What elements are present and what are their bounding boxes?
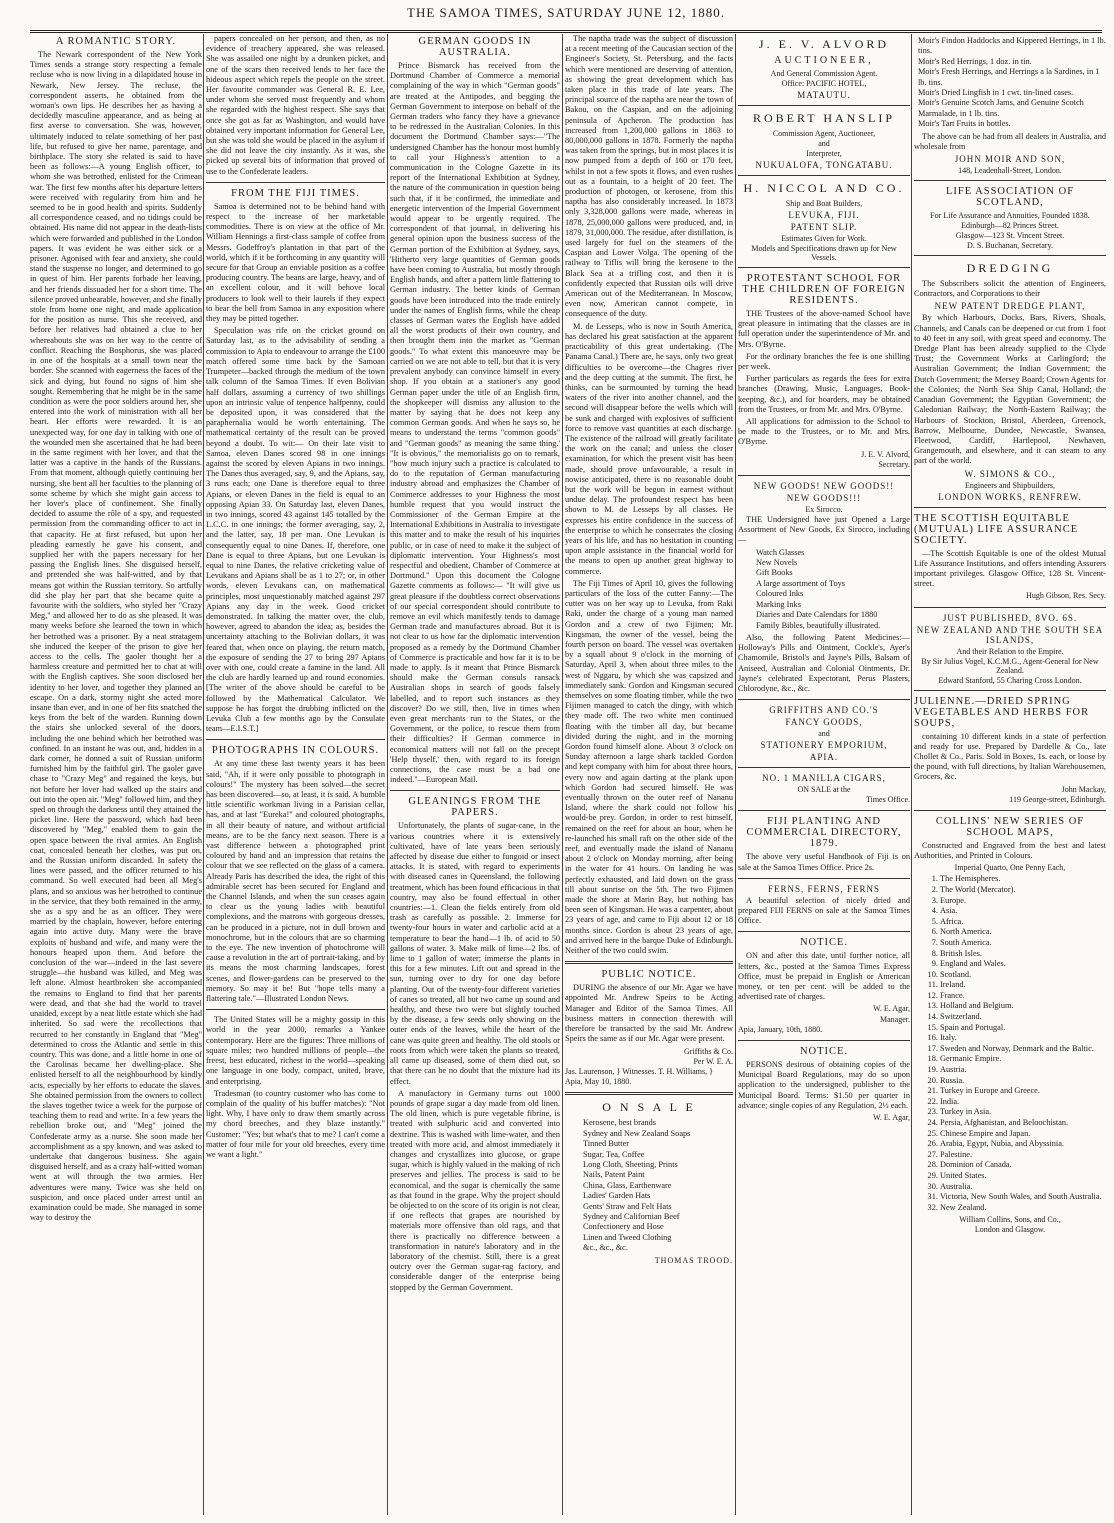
ad-paragraph: Also, the following Patent Medicines:—Holloway's Pills and Ointment, Cockle's, Ayer's Chamomile, Bristol's and Jayne's Pills, Balsam of Aniseed, Australian and Colonial Ointments, Dr. Jayne's celebrated Expectorant, Perus Plasters, Chlorodyne, &c., &c. — [738, 632, 910, 693]
ad-line: Engineers and Shipbuilders, — [965, 480, 1055, 490]
article-paragraph: Speculation was rife on the cricket ground on Saturday last, as to the advisability of sending a commission to Apia to endeavour to arrange the £100 match offered some time back by the Samoan Trumpeter—backed through the medium of the town talk column of the Samoa Times. If even Bolivian half dollars, assuming a currency of two shillings upon an intrinsic value of tenpence halfpenny, could be deposited upon, it was considered that the paraphernalia would be worth entertaining. The mathematical certainty of the result can be proved beyond a doubt. To wit:— On their late visit to Samoa, eleven Danes scored 98 in one innings against the scored by eleven Apians in two innings. The Danes thus averaged, say, 9, and the Apians, say, 3 runs each; one Dane is therefore equal to three Apians, or eleven Danes in the field is equal to an opposing Apian 33. On Saturday last, eleven Danes, in two innings, scored 43 against 145 totalled by the L.C.C. in one innings; the former averaging, say, 2, and the latter, say, 18 per man. One Levukan is consequently equal to nine Danes. If, therefore, one Dane is equal to three Apians, but one Levukan is equal to nine Danes, the relative cricketing value of Levukans and Apians shall be as 1 to 27; or, in other words, eleven Levukans can, on mathematical principles, most unquestionably matched against 297 Apians any day in the week. Good cricket demonstrated. In talking the matter over, the club, however, agreed to abandon the idea; as, besides the uncertainty attaching to the Bolivian dollars, it was feared that, when once on playing, the return match, the exposure of sending the 27 to bring 297 Apians over with one, could create a famine in the land. All the club are hardly learned up and round economies. [The writer of the above should be careful to be followed by the Mathematical Calculator. We suppose he has forgot the drubbing inflicted on the Levuka Club a few months ago by the Consulate team—E.I.S.T.] — [206, 326, 385, 734]
onsale-list — [565, 1118, 733, 1253]
ad-line: And General Commission Agent. — [770, 69, 878, 78]
article-paragraph: At any time these last twenty years it has been said, "Ah, if it were only possible to photograph in colours!" The mystery has been solved—the secret has been discovered—so, at least, it is said. A humble little scientific workman living in a Parisian cellar, has, and at last "Eureka!" and coloured photographs, in all their beauty of nature, and without artificial means, are to be the fancy next season. There is a vast difference between a photographed print coloured by hand and an impression that retains the colour that we see reflected on the glass of a camera. Already Paris has described the idea, the right of this admirable secret has been secured for England and the Channel Islands, and when the sun ceases again to clear us the young ladies with beautiful complexions, and the matrons with gorgeous dresses, can be produced in a picture, not in dull brown and monochrome, but in the colours that are so charming to the eye. The new invention of photochrome will cause a revolution in the art of portrait-taking, and by its means the most charming landscapes, forest scenes, and flower-gardens can be preserved to the memory. So may it be! But "hope tells many a flattering tale."—Illustrated London News. — [206, 759, 385, 1004]
ad-paragraph: By which Harbours, Docks, Bars, Rivers, Shoals, Channels, and Canals can be deepened or cut from 1 foot to 40 feet in any soil, with great speed and economy. The Dredge Plant has been already supplied to the Clyde Trust; the Government Works at Carlingford; the Australian Government; the Indian Government; the Dutch Government; the Mersey Board; Crown Agents for the Colonies; the North Sea Ship Canal, Holland; the Canadian Government; the Egyptian Government; the Caledonian Railway; the North-Eastern Railway; the Harbours of Stockton, Bristol, Aberdeen, Greenock, Barrow, Melbourne, Dundee, Newcastle, Swansea, Fleetwood, Cardiff, Hartlepool, Newhaven, Grangemouth, and elsewhere, and it can steam to any part of the world. — [914, 313, 1106, 466]
list-item: 3. Europe. — [940, 896, 1106, 907]
column-rule — [387, 34, 388, 1515]
list-item: 16. Italy. — [940, 1033, 1106, 1044]
ad-paragraph: For the ordinary branches the fee is one shilling per week. — [738, 351, 910, 372]
divider — [914, 255, 1106, 256]
masthead — [30, 4, 1102, 33]
ad-line: Estimates Given for Work. — [781, 234, 867, 243]
divider — [565, 961, 733, 964]
article-paragraph: Unfortunately, the plants of sugar-cane, in the various countries where it is extensively cultivated, have of late years been seriously affected by disease due either to fungoid or insect attacks. It is stated, with regard to experiments with diseased canes in Queensland, the following treatment, which has been found efficacious in that country, may also be found effectual in other countries:—1. Clean the fields entirely from old trash as carefully as possible. 2. Immerse for twenty-four hours in water and carbolic acid at a temperature to bear the hand—1 lb. of acid to 50 gallons of water. 3. Make milk of lime—2 lbs. of lime to 1 gallon of water; immerse the plants in this for a few minutes. Lift out and spread in the sun, turning over to dry for one day before planting. Out of the twenty-four different varieties of canes so treated, all but two came up sound and healthy, and these two were but slightly touched by the disease, a few seeds only showing on the outer ends of the leaves, while the heart of the cane was quite green and healthy. The old stools or roots from which were taken the plants so treated, all came up diseased, some of them died out, so that there can be no doubt that the mixture had its effect. — [390, 821, 560, 1086]
article-paragraph: M. de Lesseps, who is now in South America, has declared his great satisfaction at the apparent practicability of this great undertaking. (The Panama Canal.) There are, he says, only two great difficulties to be overcome—the Chagres river and the deep cutting at the summit. The first, he thinks, can be surmounted by turning the head waters of the river into another channel, and the second will disappear before the wells which will be sunk and charged with explosives of sufficient force to remove vast quantities at each discharge. The existence of the railroad will greatly facilitate the work on the canal; and unless the closer examination, for which the present visit has been made, should prove unfavourable, a result in nowise anticipated, there is no reasonable doubt but the work will be begun in earnest without undue delay. The profoundest respect has been shown to M. de Lesseps by all classes. He expresses his entire confidence in the success of the enterprise to which he consecrates the closing years of his life, and has no hesitation in counting upon ample assistance in the financial world for the means to open up another great highway to commerce. — [565, 321, 733, 576]
article-paragraph: Samoa is determined not to be behind hand with respect to the increase of her marketable commodities. There is on view at the office of Mr. William Hennings a first-class sample of coffee from Messrs. Godeffroy's plantation in that part of the world, which if it be forthcoming in any quantity will secure for that Group an enviable position as a coffee producing country. The beans are large, heavy, and of an excellent colour, and it will behove local producers to look well to their laurels if they expect to bear the bell from Samoa in any exposition where they may be pitted together. — [206, 201, 385, 324]
moir-list — [914, 36, 1106, 130]
ad-date: Apia, January, 10th, 1880. — [738, 1024, 823, 1034]
ad-line: MATAUTU. — [797, 90, 851, 100]
ad-line: Ex Sirocco. — [805, 505, 843, 515]
notice-witnesses: Jas. Laurenson, } Witnesses. T. H. Williams, } — [565, 1066, 713, 1076]
notice-signature: Griffiths & Co. — [684, 1046, 733, 1056]
list-item: 4. Asia. — [940, 906, 1106, 917]
list-item: A large assortment of Toys — [756, 578, 845, 588]
list-item: Confectionery and Hose — [583, 1222, 664, 1232]
ad-subheading: AUCTIONEER, — [774, 55, 874, 66]
article-paragraph: The Newark correspondent of the New York Times sends a strange story respecting a female recluse who is now living in a dilapidated house in Newark, New Jersey. The recluse, the correspondent asserts, he obtained from the woman's own lips. He describes her as having a decidedly masculine appearance, and as being at first averse to conversation. She was, however, ultimately induced to relate something of her past life, but refused to give her name, parentage, and birthplace. The story she related is said to have been as follows:—A young English officer, to whom she was betrothed, enlisted for the Crimean war. The first few months after his departure letters were received with regularity from him and he seemed to be in good health and spirits. Suddenly all correspondence ceased, and no tidings could be obtained. His name did not appear in the death-lists which were forwarded and published in the London papers. It was evident he was either sick or a prisoner. Agonised with fear and anxiety, she could stand the suspense no longer, and determined to go in quest of him. Her parents forbade her leaving, and her friends dissuaded her for a short time. The silence proved unbearable, however, and she finally stole from home one night, and made application for the position as nurse. This she received, and before her relatives had obtained a clue to her whereabouts she was on her way to the centre of conflict. Reaching the Bosphorus, she was placed in one of the hospitals at a small town near the border. She scanned with eagerness the faces of the sick and dying, but found no signs of him she sought. Remembering that he might be in the same condition as were the poor soldiers around her, she entered into the work of ministration with all her heart. Her efforts were rewarded. It is an unexpected way, for one day in talking with one of the wounded men she ascertained that he had been in the same regiment with her lover, and that the latter was a captive in the hands of the Russians. From that moment, although quietly continuing her nursing, she bent all her faculties to the planning of some scheme by which she might gain access to her lover's place of confinement. She finally decided to assume the rôle of a spy, and requested permission from the commanding officer to act in that capacity. He at first refused, but upon her pleading earnestly he gave his consent, and supplied her with the papers necessary for her passing the English lines. She disguised herself, and pretended she was half-witted, and by that means got within the Russian territory. So artfully did she play her part that she became quite a favourite with the soldiers, who styled her "Crazy Meg," and allowed her to do as she pleased. It was many weeks before she learned the town in which her betrothed was a prisoner. By a neat stratagem she induced the keeper of the prison to give her access to the cells. The gaoler thought her a harmless creature and permitted her to chat at will with the English captives. She soon disclosed her identity to her lover, and together they planned an escape. On a dark, stormy night she acted more insane than ever, and in one of her fits snatched the keys from the belt of the warden. Running down the stairs she unlocked several of the doors, including the one behind which her betrothed was confined. In an instant he was out, and, hidden in a dark corner, he donned a suit of Russian uniform furnished him by the faithful girl. The gaoler gave chase to "Crazy Meg" and regained the keys, but not before her lover had walked up the stairs and out into the open air. "Meg" followed him, and they sped on through the darkness until they attained the picket line. Here the password, which had been discovered by "Meg," enabled them to gain the open space between the rival armies. An English coat, concealed beneath her clothes, was put on, and the Russian uniform discarded. In safety the lines were passed, and the officer returned to his command. So well executed had been all Meg's plans, and so anxious was her betrothed to continue in the service, that they both remained in the army, she as a spy and he as an officer. They were married by the chaplain, however, before entering again into active duty. Many were the brave exploits of husband and wife, and many were the honours heaped upon them. And before the conclusion of the war—indeed in the last severe struggle—the husband was killed, and Meg was left alone. Almost heartbroken she accompanied the remains to England to find that her parents were dead, and that she had the world to travel unaided, except by a neat little estate which she had inherited. So sad were the recollections that recurred to her constantly in England that "Meg" determined to cross the Atlantic and settle in this country. This was done, and a little home in one of the Carolinas became her dwelling-place. She enlisted herself to all the neighbourhood by kindly acts, especially by her efforts to educate the slaves. She obtained permission from the owners to collect the slaves together twice a week for the purpose of teaching them to read and write. In a few years the rebellion broke out, and "Meg" joined the Confederate army as a nurse. She soon made her accomplishment as a spy known, and was asked to undertake that dangerous business. She again disguised herself, and as a crazy half-witted woman went at will through the two armies. Her adventures were many. Twice was she held on suspicion, and once placed under arrest until an examination could be made. She managed in some way to destroy the — [30, 50, 202, 1223]
ad-heading: NOTICE. — [799, 937, 849, 949]
list-item: Linen and Tweed Clothing — [583, 1232, 672, 1242]
ad-line: Imperial Quarto, One Penny Each, — [954, 863, 1066, 873]
list-item: 7. South America. — [940, 938, 1106, 949]
ad-heading: COLLINS' NEW SERIES OF SCHOOL MAPS, — [935, 815, 1085, 838]
ad-paragraph: All applications for admission to the School to be made to the Trustees, or to Mr. and Mrs. O'Byrne. — [738, 417, 910, 447]
ad-paragraph: A beautiful selection of nicely dried and prepared FIJI FERNS on sale at the Samoa Times Office. — [738, 895, 910, 926]
article-paragraph: Tradesman (to country customer who has come to complain of the quality of his buffer matches): "Not light. Why, I have only to draw them smartly across my chord breeches, and they blaze instantly." Customer: "Yes; but what's that to me? I can't come a matter of four mile for your old breeches, every time we want a light." — [206, 1088, 385, 1159]
ad-line: Edinburgh—82 Princes Street. — [961, 221, 1059, 231]
list-item: Moir's Dried Lingfish in 1 cwt. tin-lined cases. — [918, 88, 1074, 98]
ad-paragraph: The above very useful Handbook of Fiji is on sale at the Samoa Times Office. Price 2s. — [738, 852, 910, 872]
column-4 — [565, 34, 733, 1517]
list-item: Watch Glasses — [756, 547, 805, 557]
ad-signature: London and Glasgow. — [974, 1225, 1046, 1235]
list-item: Moir's Tart Fruits in bottles. — [918, 119, 1011, 129]
list-item: 32. New Zealand. — [940, 1203, 1106, 1214]
ad-signature: W. E. Agar, — [873, 1112, 910, 1122]
list-item: 5. Africa. — [940, 917, 1106, 928]
list-item: 22. India. — [940, 1097, 1106, 1108]
ad-line: Interpreter, — [806, 149, 842, 158]
divider — [738, 267, 910, 268]
list-item: 23. Turkey in Asia. — [940, 1107, 1106, 1118]
list-item: Tinned Butter — [583, 1139, 630, 1149]
article-paragraph: Prince Bismarck has received from the Dortmund Chamber of Commerce a memorial complaining of the way in which "German goods" are treated at the Antipodes, and begging the German Government to interpose on behalf of the German traders who fancy they have a grievance to be redressed in the Australian Colonies. In this document the Dortmund Chamber says:—"The undersigned Chamber has the honour most humbly to call your Highness's attention to a communication in the Cologne Gazette in its report of the International Exhibition at Sydney, the nature of the communication in question being such that, if it be confirmed, the immediate and energetic intervention of the Imperial Government would appear to be urgently required. The correspondent of that journal, in delivering his general opinion upon the business success of the German portion of the Exhibition at Sydney, says, 'Hitherto very large quantities of German goods have been coming to Australia, but mostly through English hands, and after a pattern little flattering to German industry. The better kinds of German goods have been introduced into the trade entirely under the names of English firms, while the cheap classes of German wares the English have added all the worst products of their own country, and then brought them into the market as "German goods." To what extent this manoeuvre may be carried on we are not able to tell, but that it is very prevalent anybody can convince himself in every shop. If you obtain at a stationer's any good German paper under the title of an English firm, the shopkeeper will dismiss any allusion to the matter by saying that he does not keep any common German goods. And when he says so, he means to understand the terms "common goods" and "German goods" as meaning the same thing.' "It is obvious," the memorialists go on to remark, "how much injury such a practice is calculated to do to the reputation of German manufacturing industry abroad and emphasizes the Chamber of Commerce addresses to your Highness the most humble request that you would instruct the Commissioner of the German Empire at the International Exhibitions in Australia to investigate this matter and to make the result of his inquiries public, or in case of need to make it the subject of diplomatic intervention. Your Highness's most respectful and obedient, Chamber of Commerce at Dortmund." Upon this document the Cologne Gazette comments as follows:— "It will give us great pleasure if the doubtless correct observations of our special correspondent should contribute to remove an evil which manifestly tends to damage German trade and manufactures abroad. But it is not clear to us how far the diplomatic intervention proposed as a remedy by the Dortmund Chamber of Commerce is practicable and how far it is to be made to apply. Is it meant that Prince Bismarck should make the German consuls ransack Australian shops in search of goods falsely labelled, and to report such instances as they discover? Do we still, then, live in times when even great merchants run to the States, or the Government, or the police, to rescue them from their difficulties? If German commerce in economical matters will not fall on the precept 'Help thyself,' then, with regard to its foreign connections, the case must be a bad one indeed."—European Mail. — [390, 61, 560, 785]
divider — [738, 105, 910, 106]
column-rule — [203, 34, 204, 1515]
ad-line: Edward Stanford, 55 Charing Cross London. — [938, 675, 1082, 685]
notice-per: Per W. E. A. — [693, 1056, 733, 1066]
divider — [914, 607, 1106, 608]
list-item: 20. Russia. — [940, 1076, 1106, 1087]
goods-list — [738, 548, 910, 631]
list-item: Nails, Patent Paint — [583, 1170, 645, 1180]
ad-paragraph: —The Scottish Equitable is one of the oldest Mutual Life Assurance Institutions, and offers intending Assurers important privileges. Glasgow Office, 128 St. Vincent-street. — [914, 548, 1106, 589]
list-item: 28. Dominion of Canada. — [940, 1160, 1106, 1171]
ad-line: Models and Specifications drawn up for New Vessels. — [751, 244, 897, 262]
column-rule — [911, 34, 912, 1515]
divider — [914, 690, 1106, 691]
ad-heading: FIJI PLANTING AND COMMERCIAL DIRECTORY, 1879. — [746, 816, 902, 850]
ad-line: and — [818, 729, 830, 739]
article-paragraph: The United States will be a mighty gossip in this world in the year 2000, remarks a Yankee contemporary. Here are the figures: Three millions of square miles; two hundred millions of people—the freest, best educated, richest in the world—speaking one language in one body, compact, united, brave, and enterprising. — [206, 1015, 385, 1086]
list-item: 8. British Isles. — [940, 949, 1106, 960]
ad-heading: DREDGING — [966, 261, 1054, 276]
ad-signature: William Collins, Sons, and Co., — [959, 1215, 1061, 1225]
divider — [738, 175, 910, 176]
ad-heading: W. SIMONS & CO., — [964, 468, 1056, 479]
ad-heading: NO. 1 MANILLA CIGARS, — [762, 773, 886, 784]
list-item: Family Bibles, beautifully illustrated. — [756, 620, 881, 630]
ad-paragraph: containing 10 different kinds in a state of perfection and ready for use. Prepared by Dardelle & Co., late Chollet & Co., Paris. Sold in Boxes, 1s. each, or loose by the pound, with full directions, by Italian Warehousemen, Grocers, &c. — [914, 731, 1106, 782]
divider — [738, 931, 910, 932]
list-item: China, Glass, Earthenware — [583, 1180, 672, 1190]
list-item: 18. Germanic Empire. — [940, 1054, 1106, 1065]
ad-line: D. S. Buchanan, Secretary. — [967, 241, 1053, 251]
ad-line: Times Office. — [866, 795, 910, 805]
divider — [390, 790, 560, 791]
divider — [738, 1040, 910, 1041]
ad-line: APIA. — [809, 752, 839, 763]
ad-paragraph: Constructed and Engraved from the best and latest Authorities, and Printed in Colours. — [914, 840, 1106, 861]
list-item: Long Cloth, Sheeting, Prints — [583, 1159, 678, 1169]
ad-heading: JOHN MOIR AND SON, — [954, 154, 1066, 165]
ad-line: Glasgow—123 St. Vincent Street. — [955, 231, 1065, 241]
list-item: Marking Inks — [756, 599, 801, 609]
article-paragraph: papers concealed on her person, and then, as no evidence of treachery appeared, she was released. She was assailed one night by a drunken picket, and one of the scars then received lends to her face the hideous aspect which repels the people on the street. Her favourite commander was General R. E. Lee, under whom she served most frequently and whom she regarded with the highest respect. She says that once she got as far as Washington, and would have obtained very important information for General Lee, but she was told she would be placed in the asylum if she did not leave the city instantly. As it was, she picked up several bits of information that proved of use to the Confederate leaders. — [206, 34, 385, 176]
article-title: GLEANINGS FROM THE PAPERS. — [408, 796, 542, 819]
ad-signature: Secretary. — [878, 459, 910, 469]
list-item: 12. France. — [940, 991, 1106, 1002]
article-title: GERMAN GOODS IN AUSTRALIA. — [418, 36, 532, 58]
list-item: 15. Spain and Portugal. — [940, 1023, 1106, 1034]
list-item: 25. Chinese Empire and Japan. — [940, 1129, 1106, 1140]
maps-list — [914, 874, 1106, 1213]
column-5 — [738, 34, 910, 1517]
ad-line: Commission Agent, Auctioneer, — [772, 129, 876, 138]
divider — [206, 182, 385, 183]
list-item: Moir's Fresh Herrings, and Herrings a la Sardines, in 1 lb. tins. — [918, 67, 1100, 87]
list-item: New Novels — [756, 558, 798, 568]
ad-paragraph: The Subscribers solicit the attention of Engineers, Contractors, and Corporations to their — [914, 279, 1106, 299]
divider — [738, 475, 910, 476]
column-6 — [914, 34, 1106, 1517]
ad-heading: PROTESTANT SCHOOL FOR THE CHILDREN OF FOREIGN RESIDENTS. — [742, 273, 906, 306]
ad-line: 148, Leadenhall-Street, London. — [958, 166, 1062, 176]
list-item: Gift Books — [756, 568, 793, 578]
list-item: &c., &c., &c. — [583, 1243, 628, 1253]
ad-heading: LIFE ASSOCIATION OF SCOTLAND, — [945, 186, 1075, 209]
ad-line: LEVUKA, FIJI. — [788, 210, 860, 220]
list-item: 14. Switzerland. — [940, 1012, 1106, 1023]
list-item: 30. Australia. — [940, 1182, 1106, 1193]
ad-heading: NEW GOODS!!! — [786, 493, 862, 504]
list-item: Coloured Inks — [756, 589, 804, 599]
list-item: 29. United States. — [940, 1171, 1106, 1182]
list-item: 26. Arabia, Egypt, Nubia, and Abyssinia. — [940, 1139, 1106, 1150]
article-title: A ROMANTIC STORY. — [55, 36, 177, 47]
article-paragraph: The Fiji Times of April 10, gives the following particulars of the loss of the cutter Fanny:—The cutter was on her way up to Levuka, from Raki Raki, under the charge of a young man named Gordon and a crew of two Fijimen; Mr. Kingsman, the owner of the vessel, being the fourth person on board. The vessel was overtaken by a squall about 9 o'clock in the morning of Saturday, April 3, when about three miles to the west of Nggaru, by which she was capsized and immediately sank. Gordon and Kingsman secured themselves on some floating timber, while the two Fijimen managed to catch the dingy, with which they made off. The two white men continued floating with the timber all day, but became divided during the night, and in the morning Gordon found himself alone. About 3 o'clock on Sunday afternoon a large shark tackled Gordon and kept company with him for about three hours, every now and again darting at the plank upon which Gordon had secured himself. He was eventually thrown on the outer reef of Nananu Island, where the shark could not follow his would-be prey. Gordon, in order to rest himself, remained on the reef for about an hour, when he re-launched his small raft on the other side of the reef, and eventually made the island of Nananu about 2 o'clock on Monday morning, after being in the water for 41 hours. On landing he was perfectly exhausted, and laid down on the grass till about sunrise on the 5th. The two Fijimen made the shore at Marin Bay, but nothing has been seen of Kingsman. He was a carpenter, about 23 years of age, and came to Fiji about 12 or 18 months since. Gordon is about 23 years of age, and arrived here in the barque Duke of Edinburgh. Neither of the two could swim. — [565, 578, 733, 956]
masthead-title: THE SAMOA TIMES, SATURDAY JUNE 12, 1880. — [407, 5, 725, 20]
divider — [738, 767, 910, 768]
ad-heading: NEW GOODS! NEW GOODS!! — [753, 481, 895, 492]
list-item: Sydney and New Zealand Soaps — [583, 1128, 691, 1138]
divider — [565, 1092, 733, 1095]
ad-line: and — [818, 139, 830, 148]
list-item: Moir's Genuine Scotch Jams, and Genuine Scotch Marmalade, in 1 lb. tins. — [918, 98, 1084, 118]
ad-line: For Life Assurance and Annuities, Founded 1838. — [930, 211, 1090, 221]
ad-signature: 119 George-street, Edinburgh. — [1009, 794, 1106, 804]
list-item: 31. Victoria, New South Wales, and South Australia. — [940, 1192, 1106, 1203]
notice-date: Apia, May 10, 1880. — [565, 1077, 632, 1087]
notice-text: DURING the absence of our Mr. Agar we have appointed Mr. Andrew Speirs to be Acting Manager and Editor of the Samoa Times. All business matters in connection therewith will therefore be transacted by the said Mr. Andrew Speirs the same as if our Mr. Agar were present. — [565, 983, 733, 1044]
column-1 — [30, 34, 202, 1517]
ad-heading: NEW PATENT DREDGE PLANT, — [934, 301, 1086, 312]
ad-line: ON SALE at the — [797, 785, 851, 795]
ad-heading: THE SCOTTISH EQUITABLE (MUTUAL) LIFE ASSURANCE SOCIETY. — [914, 512, 1079, 546]
list-item: 9. England and Wales. — [940, 959, 1106, 970]
onsale-title: O N S A L E — [602, 1100, 696, 1115]
ad-heading: JUST PUBLISHED, 8VO. 6S. — [942, 612, 1078, 623]
list-item: 6. North America. — [940, 927, 1106, 938]
notice-title: PUBLIC NOTICE. — [601, 969, 697, 981]
ad-line: Office: PACIFIC HOTEL, — [781, 79, 867, 88]
ad-heading: STATIONERY EMPORIUM, — [760, 740, 888, 751]
list-item: 1. The Hemispheres. — [940, 874, 1106, 885]
list-item: 10. Scotland. — [940, 970, 1106, 981]
article-title: FROM THE FIJI TIMES. — [231, 187, 360, 199]
ad-line: And their Relation to the Empire. — [956, 646, 1064, 656]
ad-heading: NEW ZEALAND AND THE SOUTH SEA ISLANDS, — [916, 624, 1104, 645]
ad-paragraph: THE Trustees of the above-named School have great pleasure in intimating that the classes are in full operation under the superintendence of Mr. and Mrs. O'Byrne. — [738, 309, 910, 349]
ad-signature: W. E. Agar, — [873, 1004, 910, 1014]
list-item: 27. Palestine. — [940, 1150, 1106, 1161]
list-item: Kerosene, best brands — [583, 1118, 657, 1128]
list-item: 11. Ireland. — [940, 980, 1106, 991]
ad-paragraph: The above can be had from all dealers in Australia, and wholesale from — [914, 131, 1106, 151]
ad-paragraph: PERSONS desirous of obtaining copies of the Municipal Board Regulations, may do so upon application to the undersigned, publisher to the Municipal Board. Terms: $1.50 per quarter in advance; single copies of any Regulation, 2½ each. — [738, 1059, 910, 1110]
column-rule — [562, 34, 563, 1515]
column-3 — [390, 34, 560, 1517]
ad-signature: Hugh Gibson, Res. Secy. — [1026, 591, 1106, 601]
list-item: 17. Sweden and Norway, Denmark and the Baltic. — [940, 1044, 1106, 1055]
ad-paragraph: THE Undersigned have just Opened a Large Assortment of New Goods, Ex Sirocco, including— — [738, 515, 910, 545]
ad-line: LONDON WORKS, RENFREW. — [938, 491, 1082, 502]
ad-line: PATENT SLIP. — [790, 222, 858, 232]
ad-line: By Sir Julius Vogel, K.C.M.G., Agent-General for New Zealand. — [921, 656, 1099, 675]
onsale-signature: THOMAS TROOD. — [654, 1255, 733, 1265]
ad-heading: FANCY GOODS, — [785, 717, 863, 728]
list-item: Sydney and Californian Beef — [583, 1211, 680, 1221]
column-rule — [735, 34, 736, 1515]
ad-line: NUKUALOFA, TONGATABU. — [755, 160, 893, 170]
list-item: 24. Persia, Afghanistan, and Beloochistan. — [940, 1118, 1106, 1129]
divider — [914, 810, 1106, 811]
ad-heading: GRIFFITHS AND CO.'S — [769, 705, 879, 716]
ad-signature: J. E. V. Alvord, — [861, 449, 910, 459]
article-paragraph: The naptha trade was the subject of discussion at a recent meeting of the Caucasian section of the Engineer's Society, St. Petersburg, and the facts which were mentioned are deserving of attention, as showing the great development which has taken place in this trade of late years. The principal source of the naptha are near the town of Bakou, on the Caspian, and on the adjoining peninsula of Apcheron. The production has increased from 1,200,000 gallons in 1863 to 80,000,000 gallons in 1878. Formerly the naptha was taken from the springs, but in most places it is now pumped from a depth of 160 or 170 feet, whilst in not a few spots it flows, and even rushes out as a fountain, to a height of 20 feet. The production of photogen, or kerosene, from this naptha has also considerably increased. In 1873 only 3,328,000 gallons were made, whereas in 1878, 25,000,000 gallons were produced, and, in 1879, 31,000,000. The residue, after distillation, is used largely for fuel on the steamers of the Caspian and Lower Volga. The opening of the railway to Tiflis will bring the kerosene to the Black Sea at a trifling cost, and then it is confidently expected that Russian oils will drive American out of the Mediterranean. In Moscow, even now, American cannot compete, in consequence of the duty. — [565, 34, 733, 319]
list-item: Moir's Red Herrings, 1 doz. in tin. — [918, 56, 1032, 66]
ad-heading: FERNS, FERNS, FERNS — [767, 883, 881, 894]
divider — [738, 699, 910, 700]
list-item: 13. Holland and Belgium. — [940, 1001, 1106, 1012]
ad-heading: JULIENNE.—DRIED SPRING VEGETABLES AND HERBS FOR SOUPS, — [914, 695, 1090, 729]
ad-signature: John Mackay, — [1061, 784, 1106, 794]
list-item: 2. The World (Mercator). — [940, 885, 1106, 896]
list-item: Gents' Straw and Felt Hats — [583, 1201, 672, 1211]
list-item: Ladies' Garden Hats — [583, 1191, 651, 1201]
list-item: Moir's Findon Haddocks and Kippered Herrings, in 1 lb. tins. — [918, 36, 1106, 56]
divider — [206, 1009, 385, 1010]
column-2 — [206, 34, 385, 1517]
list-item: 19. Austria. — [940, 1065, 1106, 1076]
list-item: Diaries and Date Calendars for 1880 — [756, 610, 878, 620]
divider — [738, 810, 910, 811]
list-item: 21. Turkey in Europe and Greece. — [940, 1086, 1106, 1097]
ad-paragraph: ON and after this date, until further notice, all letters, &c., posted at the Samoa Times Express Office, must be prepaid in English or American money, or ten per cent. will be added to the advertised rate of charges. — [738, 951, 910, 1002]
divider — [914, 180, 1106, 181]
ad-heading: H. NICCOL AND CO. — [743, 181, 905, 195]
ad-heading: ROBERT HANSLIP — [752, 111, 896, 125]
ad-signature: Manager. — [880, 1014, 910, 1024]
ad-heading: NOTICE. — [799, 1045, 849, 1057]
ad-line: Ship and Boat Builders, — [785, 199, 863, 208]
divider — [206, 739, 385, 740]
ad-heading: J. E. V. ALVORD — [758, 37, 890, 51]
list-item: Sugar, Tea, Coffee — [583, 1149, 645, 1159]
article-title: PHOTOGRAPHS IN COLOURS. — [211, 745, 380, 757]
divider — [738, 878, 910, 879]
article-paragraph: A manufactory in Germany turns out 1000 pounds of grape sugar a day made from old linen. The old linen, which is pure vegetable fibrine, is treated with sulphuric acid and converted into dextrine. This is washed with lime-water, and then treated with more acid, and almost immediately it changes and crystallizes into glucose, or grape sugar, which is highly valued in the making of rich preserves and jellies. The process is said to be economical, and the sugar is chemically the same as that found in the grape. Why the project should be objected to on the score of its origin is not clear, if one reflects that grapes are nourished by materials more offensive than old rags, and that there is practically no difference between a transformation in nature's laboratory and in the laboratory of the chemist. Still, there is a great outcry over the German sugar-rag factory, and considerable danger of the enterprise being stopped by the German Government. — [390, 1088, 560, 1292]
divider — [914, 507, 1106, 508]
ad-paragraph: Further particulars as regards the fees for extra branches (Drawing, Music, Languages, Book-keeping, &c.), and for boarders, may be obtained from the Trustees, or from Mr. and Mrs. O'Byrne. — [738, 374, 910, 414]
